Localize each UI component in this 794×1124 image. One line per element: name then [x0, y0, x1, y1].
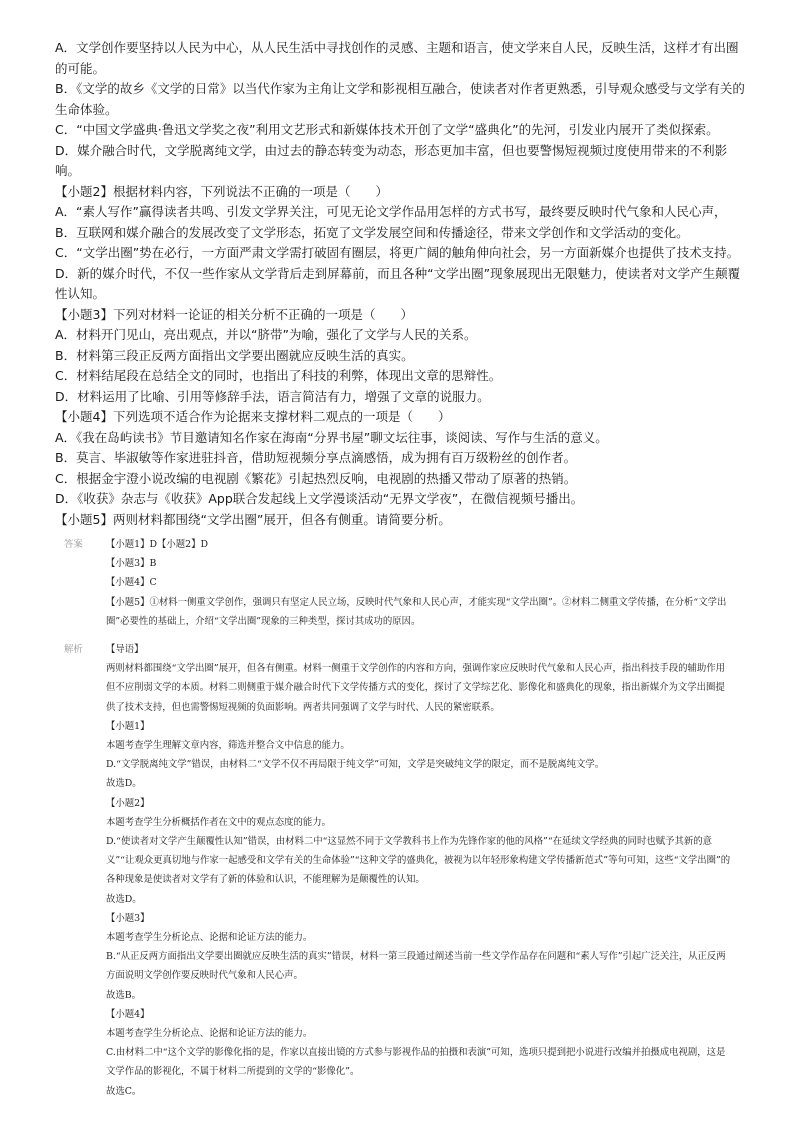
analysis-line: D.“文学脱离纯文学”错误，由材料二“文学不仅不再局限于纯文学”可知，文学是突破纯文学的限定，而不是脱离纯文学。 — [106, 759, 605, 771]
option-text: B．互联网和媒介融合的发展改变了文学形态，拓宽了文学发展空间和传播途径，带来文学创作和文学活动的变化。 — [55, 224, 689, 240]
analysis-line: 故选B。 — [106, 989, 142, 1001]
option-text: D．材料运用了比喻、引用等修辞手法，语言简洁有力，增强了文章的说服力。 — [55, 388, 490, 404]
option-text: D．《收获》杂志与《收获》App联合发起线上文学漫谈活动“无界文学夜”，在微信视频号播出。 — [55, 491, 584, 506]
analysis-line: B.“从正反两方面指出文学要出圈就应反映生活的真实”错误，材料一第三段通过阐述当前一些文学作品存在问题和“素人写作”引起广泛关注，从正反两方面说明文学创作要反映时代气象和人民心声。 — [106, 951, 726, 982]
option-text: B．莫言、毕淑敏等作家进驻抖音，借助短视频分享点滴感悟，成为拥有百万级粉丝的创作者。 — [55, 450, 577, 465]
question-heading: 【小题4】下列选项不适合作为论据来支撑材料二观点的一项是（ ） — [55, 409, 451, 424]
analysis-line: 本题考查学生分析概括作者在文中的观点态度的能力。 — [106, 816, 332, 828]
analysis-line: C.由材料二中“这个文学的影像化指的是，作家以直接出镜的方式参与影视作品的拍摄和表演”可知，选项只提到把小说进行改编并拍摄成电视剧，这是文学作品的影视化，不属于材料二所提到的文学的“影像化”。 — [106, 1047, 726, 1078]
option-text: D．新的媒介时代，不仅一些作家从文学背后走到屏幕前，而且各种“文学出圈”现象展现出无限魅力，使读者对文学产生颠覆性认知。 — [55, 265, 741, 301]
analysis-block — [64, 640, 732, 1101]
analysis-line: 【小题1】 — [106, 720, 150, 732]
analysis-label: 解析 — [64, 644, 83, 656]
question-heading: 【小题2】根据材料内容，下列说法不正确的一项是（ ） — [55, 183, 388, 199]
analysis-line: 两则材料都围绕“文学出圈”展开，但各有侧重。材料一侧重于文学创作的内容和方向，强调作家应反映时代气象和人民心声，指出科技手段的辅助作用但不应削弱文学的本质。材料二则侧重于媒介融合时代下文学传播方式的变化，探讨了文学综艺化、影像化和盛典化的现象，指出新媒介为文学出圈提供了技术支持，但也需警惕短视频的负面影响。两者共同强调了文学与时代、人民的紧密联系。 — [106, 663, 725, 713]
analysis-line: 本题考查学生理解文章内容，筛选并整合文中信息的能力。 — [106, 740, 350, 752]
analysis-line: 【小题2】 — [106, 797, 150, 809]
option-text: D．媒介融合时代，文学脱离纯文学，由过去的静态转变为动态，形态更加丰富，但也要警惕短视频过度使用带来的不利影响。 — [55, 142, 728, 178]
option-text: A．《我在岛屿读书》节目邀请知名作家在海南“分界书屋”聊文坛往事，谈阅读、写作与生活的意义。 — [55, 429, 608, 445]
answer-label: 答案 — [64, 539, 83, 550]
option-text: C．“中国文学盛典·鲁迅文学奖之夜”利用文艺形式和新媒体技术开创了文学“盛典化”的先河，引发业内展开了类似探索。 — [55, 122, 719, 137]
analysis-line: 故选D。 — [106, 893, 142, 905]
answer-line: 【小题1】D【小题2】D — [106, 539, 208, 550]
option-text: C．材料结尾段在总结全文的同时，也指出了科技的利弊，体现出文章的思辩性。 — [55, 368, 502, 383]
analysis-line: 本题考查学生分析论点、论据和论证方法的能力。 — [106, 932, 313, 944]
question-heading: 【小题5】两则材料都围绕“文学出圈”展开，但各有侧重。请简要分析。 — [55, 511, 451, 527]
analysis-body — [106, 640, 732, 1101]
analysis-line: 【小题3】 — [106, 912, 150, 924]
option-text: A．材料开门见山，亮出观点，并以“脐带”为喻，强化了文学与人民的关系。 — [55, 327, 477, 342]
analysis-line: D.“使读者对文学产生颠覆性认知”错误，由材料二中“这显然不同于文学教科书上作为先锋作家的他的风格”“在延续文学经典的同时也赋予其新的意义”“让观众更真切地与作家一起感受和文学有关的生命体验”“这种文学的盛典化，被视为以年轻形象构建文学传播新范式”等句可知，这些“文学出圈”的各种现象是使读者对文学有了新的体验和认识，不能理解为是颠覆性的认知。 — [106, 836, 731, 886]
option-text: B．材料第三段正反两方面指出文学要出圈就应反映生活的真实。 — [55, 347, 414, 363]
analysis-line: 【导语】 — [106, 644, 144, 656]
answer-block — [64, 535, 732, 631]
answer-line: 【小题3】B — [106, 558, 157, 570]
answer-analysis-section — [64, 535, 732, 1101]
answer-line: 【小题5】①材料一侧重文学创作，强调只有坚定人民立场，反映时代气象和人民心声，才能实现“文学出圈”。②材料二侧重文学传播，在分析“文学出圈”必要性的基础上，介绍“文学出圈”现象的三种类型，探讨其成功的原因。 — [106, 596, 727, 627]
option-text: B．《文学的故乡《文学的日常》以当代作家为主角让文学和影视相互融合，使读者对作者更熟悉，引导观众感受与文学有关的生命体验。 — [55, 81, 745, 117]
option-text: A．文学创作要坚持以人民为中心，从人民生活中寻找创作的灵感、主题和语言，使文学来自人民，反映生活，这样才有出圈的可能。 — [55, 40, 739, 76]
option-text: A．“素人写作”赢得读者共鸣、引发文学界关注，可见无论文学作品用怎样的方式书写，最终要反映时代气象和人民心声， — [55, 204, 727, 219]
analysis-line: 本题考查学生分析论点、论据和论证方法的能力。 — [106, 1028, 313, 1040]
question-heading: 【小题3】下列对材料一论证的相关分析不正确的一项是（ ） — [55, 306, 413, 322]
option-text: C．“文学出圈”势在必行，一方面严肃文学需打破固有圈层，将更广阔的触角伸向社会，另一方面新媒介也提供了技术支持。 — [55, 245, 740, 260]
analysis-line: 故选C。 — [106, 1085, 142, 1097]
analysis-line: 故选D。 — [106, 778, 142, 790]
answer-body — [106, 535, 732, 631]
analysis-line: 【小题4】 — [106, 1008, 150, 1020]
question-options — [55, 38, 745, 530]
option-text: C．根据金宇澄小说改编的电视剧《繁花》引起热烈反响，电视剧的热播又带动了原著的热销。 — [55, 470, 577, 486]
answer-line: 【小题4】C — [106, 577, 157, 589]
